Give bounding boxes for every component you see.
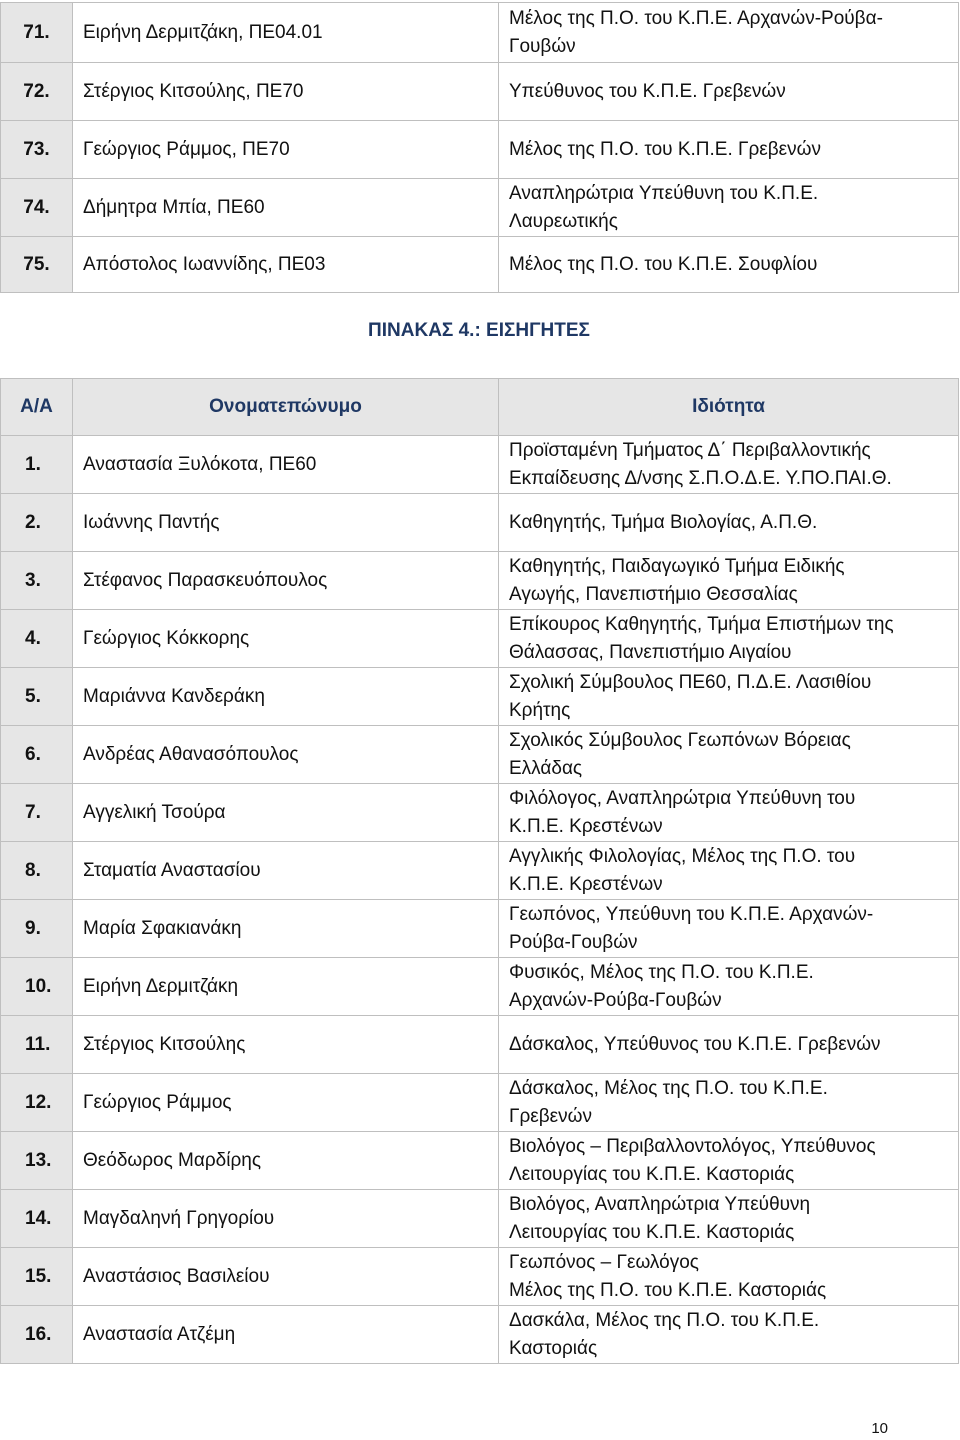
row-name: Μαρία Σφακιανάκη: [73, 900, 499, 958]
row-number: 12.: [1, 1074, 73, 1132]
role-line: Κ.Π.Ε. Κρεστένων: [509, 815, 663, 837]
table-row: [1, 3, 959, 63]
role-line: Κ.Π.Ε. Κρεστένων: [509, 873, 663, 895]
table-row: [1, 237, 959, 293]
row-role: [499, 1016, 959, 1074]
row-name: Απόστολος Ιωαννίδης, ΠΕ03: [73, 237, 499, 293]
row-number: 1.: [1, 436, 73, 494]
table-row: [1, 121, 959, 179]
table-caption: ΠΙΝΑΚΑΣ 4.: ΕΙΣΗΓΗΤΕΣ: [368, 320, 590, 341]
row-number: 74.: [1, 179, 73, 237]
role-line: Δασκάλα, Μέλος της Π.Ο. του Κ.Π.Ε.: [509, 1309, 820, 1331]
row-role: [499, 552, 959, 610]
row-role: [499, 494, 959, 552]
table-row: [1, 436, 959, 494]
role-line: Θάλασσας, Πανεπιστήμιο Αιγαίου: [509, 641, 792, 663]
table-row: [1, 842, 959, 900]
row-name: Γεώργιος Ράμμος: [73, 1074, 499, 1132]
row-role: [499, 3, 959, 63]
page-number: 10: [871, 1420, 888, 1437]
table-row: [1, 1248, 959, 1306]
row-name: Ειρήνη Δερμιτζάκη: [73, 958, 499, 1016]
table-row: [1, 958, 959, 1016]
row-name: Στέργιος Κιτσούλης, ΠΕ70: [73, 63, 499, 121]
row-name: Αναστασία Ξυλόκοτα, ΠΕ60: [73, 436, 499, 494]
role-line: Γεωπόνος, Υπεύθυνη του Κ.Π.Ε. Αρχανών-: [509, 903, 874, 925]
speakers-table: [0, 378, 959, 1364]
header-role: Ιδιότητα: [499, 379, 959, 436]
row-number: 14.: [1, 1190, 73, 1248]
row-name: Μαγδαληνή Γρηγορίου: [73, 1190, 499, 1248]
table-row: [1, 726, 959, 784]
role-line: Λαυρεωτικής: [509, 210, 618, 232]
row-role: [499, 63, 959, 121]
role-line: Φυσικός, Μέλος της Π.Ο. του Κ.Π.Ε.: [509, 961, 814, 983]
row-number: 11.: [1, 1016, 73, 1074]
role-line: Σχολικός Σύμβουλος Γεωπόνων Βόρειας: [509, 729, 851, 751]
table-row: [1, 1132, 959, 1190]
row-role: [499, 726, 959, 784]
header-num: Α/Α: [1, 379, 73, 436]
role-line: Μέλος της Π.Ο. του Κ.Π.Ε. Σουφλίου: [509, 253, 818, 275]
table-header-row: [1, 379, 959, 436]
role-line: Κρήτης: [509, 699, 571, 721]
row-role: [499, 1190, 959, 1248]
row-number: 9.: [1, 900, 73, 958]
row-number: 8.: [1, 842, 73, 900]
role-line: Προϊσταμένη Τμήματος Δ΄ Περιβαλλοντικής: [509, 439, 871, 461]
row-number: 75.: [1, 237, 73, 293]
header-name: Ονοματεπώνυμο: [73, 379, 499, 436]
row-role: [499, 784, 959, 842]
row-number: 10.: [1, 958, 73, 1016]
row-number: 16.: [1, 1306, 73, 1364]
row-name: Αγγελική Τσούρα: [73, 784, 499, 842]
row-number: 71.: [1, 3, 73, 63]
row-role: [499, 1074, 959, 1132]
table-row: [1, 668, 959, 726]
table-row: [1, 900, 959, 958]
table-row: [1, 63, 959, 121]
row-name: Ιωάννης Παντής: [73, 494, 499, 552]
row-role: [499, 1132, 959, 1190]
role-line: Καθηγητής, Τμήμα Βιολογίας, Α.Π.Θ.: [509, 511, 818, 533]
role-line: Υπεύθυνος του Κ.Π.Ε. Γρεβενών: [509, 80, 786, 102]
row-role: [499, 1248, 959, 1306]
row-number: 4.: [1, 610, 73, 668]
row-number: 7.: [1, 784, 73, 842]
row-number: 13.: [1, 1132, 73, 1190]
role-line: Δάσκαλος, Μέλος της Π.Ο. του Κ.Π.Ε.: [509, 1077, 828, 1099]
role-line: Γεωπόνος – Γεωλόγος: [509, 1251, 699, 1273]
previous-table-continuation: [0, 2, 959, 293]
row-name: Στέργιος Κιτσούλης: [73, 1016, 499, 1074]
row-name: Σταματία Αναστασίου: [73, 842, 499, 900]
role-line: Αγωγής, Πανεπιστήμιο Θεσσαλίας: [509, 583, 798, 605]
role-line: Καθηγητής, Παιδαγωγικό Τμήμα Ειδικής: [509, 555, 845, 577]
role-line: Καστοριάς: [509, 1337, 598, 1359]
role-line: Αγγλικής Φιλολογίας, Μέλος της Π.Ο. του: [509, 845, 856, 867]
table-row: [1, 610, 959, 668]
row-name: Ειρήνη Δερμιτζάκη, ΠΕ04.01: [73, 3, 499, 63]
role-line: Μέλος της Π.Ο. του Κ.Π.Ε. Γρεβενών: [509, 138, 821, 160]
role-line: Λειτουργίας του Κ.Π.Ε. Καστοριάς: [509, 1221, 795, 1243]
table-row: [1, 1306, 959, 1364]
row-role: [499, 842, 959, 900]
table-row: [1, 179, 959, 237]
row-number: 6.: [1, 726, 73, 784]
role-line: Λειτουργίας του Κ.Π.Ε. Καστοριάς: [509, 1163, 795, 1185]
role-line: Ελλάδας: [509, 757, 583, 779]
row-role: [499, 668, 959, 726]
row-role: [499, 436, 959, 494]
role-line: Μέλος της Π.Ο. του Κ.Π.Ε. Καστοριάς: [509, 1279, 827, 1301]
row-number: 73.: [1, 121, 73, 179]
row-name: Στέφανος Παρασκευόπουλος: [73, 552, 499, 610]
row-name: Ανδρέας Αθανασόπουλος: [73, 726, 499, 784]
row-number: 5.: [1, 668, 73, 726]
row-name: Αναστάσιος Βασιλείου: [73, 1248, 499, 1306]
row-number: 72.: [1, 63, 73, 121]
table-row: [1, 1074, 959, 1132]
row-name: Αναστασία Ατζέμη: [73, 1306, 499, 1364]
row-role: [499, 1306, 959, 1364]
table-row: [1, 1190, 959, 1248]
role-line: Αρχανών-Ρούβα-Γουβών: [509, 989, 722, 1011]
role-line: Σχολική Σύμβουλος ΠΕ60, Π.Δ.Ε. Λασιθίου: [509, 671, 872, 693]
row-role: [499, 610, 959, 668]
table-row: [1, 552, 959, 610]
row-name: Δήμητρα Μπία, ΠΕ60: [73, 179, 499, 237]
table-row: [1, 1016, 959, 1074]
row-role: [499, 121, 959, 179]
row-number: 2.: [1, 494, 73, 552]
role-line: Ρούβα-Γουβών: [509, 931, 638, 953]
role-line: Επίκουρος Καθηγητής, Τμήμα Επιστήμων της: [509, 613, 894, 635]
row-name: Μαριάννα Κανδεράκη: [73, 668, 499, 726]
row-name: Θεόδωρος Μαρδίρης: [73, 1132, 499, 1190]
table-row: [1, 784, 959, 842]
role-line: Αναπληρώτρια Υπεύθυνη του Κ.Π.Ε.: [509, 182, 819, 204]
row-role: [499, 900, 959, 958]
row-role: [499, 958, 959, 1016]
row-role: [499, 237, 959, 293]
table-row: [1, 494, 959, 552]
role-line: Βιολόγος, Αναπληρώτρια Υπεύθυνη: [509, 1193, 811, 1215]
role-line: Μέλος της Π.Ο. του Κ.Π.Ε. Αρχανών-Ρούβα-: [509, 7, 883, 29]
role-line: Δάσκαλος, Υπεύθυνος του Κ.Π.Ε. Γρεβενών: [509, 1033, 881, 1055]
row-name: Γεώργιος Κόκκορης: [73, 610, 499, 668]
role-line: Βιολόγος – Περιβαλλοντολόγος, Υπεύθυνος: [509, 1135, 876, 1157]
role-line: Γρεβενών: [509, 1105, 592, 1127]
row-role: [499, 179, 959, 237]
row-number: 3.: [1, 552, 73, 610]
role-line: Φιλόλογος, Αναπληρώτρια Υπεύθυνη του: [509, 787, 856, 809]
row-name: Γεώργιος Ράμμος, ΠΕ70: [73, 121, 499, 179]
role-line: Εκπαίδευσης Δ/νσης Σ.Π.Ο.Δ.Ε. Υ.ΠΟ.ΠΑΙ.Θ.: [509, 467, 892, 489]
role-line: Γουβών: [509, 35, 576, 57]
row-number: 15.: [1, 1248, 73, 1306]
